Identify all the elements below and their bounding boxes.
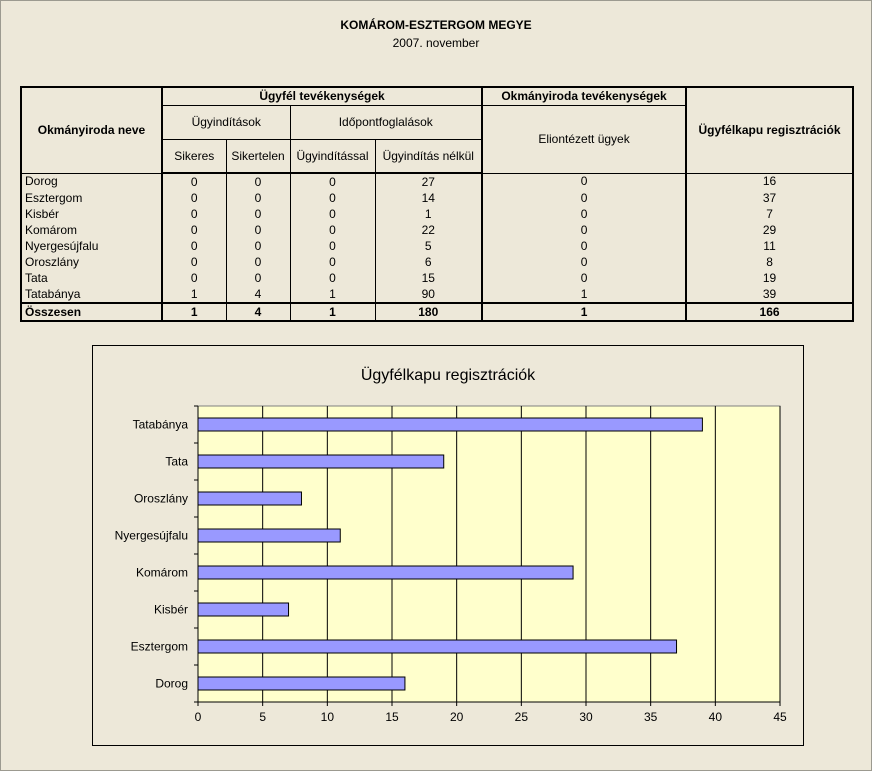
value-cell: 0: [162, 173, 226, 190]
value-cell: 37: [686, 190, 853, 206]
value-cell: 0: [226, 270, 290, 286]
total-value-cell: 4: [226, 303, 290, 321]
office-name-cell: Tatabánya: [21, 286, 162, 303]
x-tick-label: 35: [643, 710, 658, 724]
chart-panel: [92, 345, 804, 746]
x-tick-label: 10: [320, 710, 335, 724]
statistics-table: [20, 86, 854, 322]
office-name-cell: Esztergom: [21, 190, 162, 206]
bar: [198, 418, 702, 431]
bar-chart: [93, 346, 803, 745]
total-value-cell: 1: [482, 303, 686, 321]
bar: [198, 677, 405, 690]
value-cell: 22: [375, 222, 482, 238]
total-label-cell: Összesen: [21, 303, 162, 321]
value-cell: 0: [162, 222, 226, 238]
header-ugyfelkapu: Ügyfélkapu regisztrációk: [686, 87, 853, 173]
value-cell: 6: [375, 254, 482, 270]
category-label: Nyergesújfalu: [114, 528, 188, 543]
table-row: [21, 190, 853, 206]
bar: [198, 492, 301, 505]
office-name-cell: Tata: [21, 270, 162, 286]
header-ugyinditasok: Ügyindítások: [162, 106, 290, 140]
report-subtitle: 2007. november: [392, 36, 480, 50]
value-cell: 0: [290, 254, 375, 270]
category-label: Komárom: [135, 565, 188, 580]
value-cell: 0: [482, 206, 686, 222]
category-label: Esztergom: [130, 639, 188, 654]
office-name-cell: Kisbér: [21, 206, 162, 222]
table-row: [21, 286, 853, 303]
value-cell: 0: [226, 206, 290, 222]
office-name-cell: Nyergesújfalu: [21, 238, 162, 254]
value-cell: 0: [226, 238, 290, 254]
value-cell: 0: [482, 270, 686, 286]
value-cell: 16: [686, 173, 853, 190]
value-cell: 0: [226, 173, 290, 190]
header-client-activities: Ügyfél tevékenységek: [162, 87, 482, 106]
header-office-activities: Okmányiroda tevékenységek: [482, 87, 686, 106]
table-row: [21, 173, 853, 190]
value-cell: 0: [226, 254, 290, 270]
value-cell: 0: [226, 190, 290, 206]
value-cell: 11: [686, 238, 853, 254]
bar: [198, 529, 340, 542]
header-idopontfoglalasok: Időpontfoglalások: [290, 106, 482, 140]
value-cell: 0: [482, 238, 686, 254]
total-value-cell: 1: [290, 303, 375, 321]
value-cell: 29: [686, 222, 853, 238]
value-cell: 0: [482, 254, 686, 270]
office-name-cell: Oroszlány: [21, 254, 162, 270]
value-cell: 4: [226, 286, 290, 303]
category-label: Dorog: [155, 676, 188, 691]
value-cell: 1: [482, 286, 686, 303]
bar: [198, 455, 444, 468]
header-office-name: Okmányiroda neve: [21, 87, 162, 173]
value-cell: 1: [162, 286, 226, 303]
value-cell: 39: [686, 286, 853, 303]
total-value-cell: 180: [375, 303, 482, 321]
category-label: Tata: [165, 454, 188, 469]
value-cell: 0: [162, 254, 226, 270]
value-cell: 0: [162, 238, 226, 254]
x-tick-label: 5: [259, 710, 267, 724]
value-cell: 1: [290, 286, 375, 303]
x-tick-label: 15: [385, 710, 399, 724]
table-row: [21, 254, 853, 270]
total-value-cell: 1: [162, 303, 226, 321]
office-name-cell: Dorog: [21, 173, 162, 190]
bar: [198, 640, 677, 653]
x-tick-label: 30: [579, 710, 593, 724]
value-cell: 1: [375, 206, 482, 222]
value-cell: 7: [686, 206, 853, 222]
x-tick-label: 45: [773, 710, 787, 724]
value-cell: 0: [290, 173, 375, 190]
value-cell: 0: [290, 270, 375, 286]
bar: [198, 603, 289, 616]
value-cell: 0: [482, 222, 686, 238]
value-cell: 14: [375, 190, 482, 206]
value-cell: 0: [290, 238, 375, 254]
value-cell: 0: [290, 206, 375, 222]
bar: [198, 566, 573, 579]
table-row: [21, 222, 853, 238]
x-tick-label: 40: [708, 710, 723, 724]
category-label: Oroszlány: [133, 491, 188, 506]
header-ugyinditas-nelkul: Ügyindítás nélkül: [375, 140, 482, 174]
category-label: Tatabánya: [132, 417, 188, 432]
table-row: [21, 270, 853, 286]
value-cell: 90: [375, 286, 482, 303]
table-row: [21, 206, 853, 222]
total-row: [21, 303, 853, 321]
value-cell: 0: [162, 270, 226, 286]
value-cell: 27: [375, 173, 482, 190]
header-sikertelen: Sikertelen: [226, 140, 290, 174]
x-tick-label: 20: [449, 710, 464, 724]
x-tick-label: 25: [514, 710, 529, 724]
value-cell: 0: [226, 222, 290, 238]
value-cell: 8: [686, 254, 853, 270]
value-cell: 19: [686, 270, 853, 286]
header-elintezett: Eliontézett ügyek: [482, 106, 686, 174]
header-sikeres: Sikeres: [162, 140, 226, 174]
value-cell: 0: [482, 190, 686, 206]
header-ugyinditassal: Ügyindítással: [290, 140, 375, 174]
value-cell: 15: [375, 270, 482, 286]
value-cell: 0: [482, 173, 686, 190]
x-tick-label: 0: [194, 710, 202, 724]
category-label: Kisbér: [153, 602, 188, 617]
chart-title: Ügyfélkapu regisztrációk: [360, 367, 536, 384]
value-cell: 0: [290, 190, 375, 206]
total-value-cell: 166: [686, 303, 853, 321]
value-cell: 0: [162, 206, 226, 222]
table-row: [21, 238, 853, 254]
value-cell: 0: [162, 190, 226, 206]
value-cell: 0: [290, 222, 375, 238]
office-name-cell: Komárom: [21, 222, 162, 238]
report-title: KOMÁROM-ESZTERGOM MEGYE: [340, 18, 532, 32]
value-cell: 5: [375, 238, 482, 254]
plot-area: [198, 406, 780, 702]
